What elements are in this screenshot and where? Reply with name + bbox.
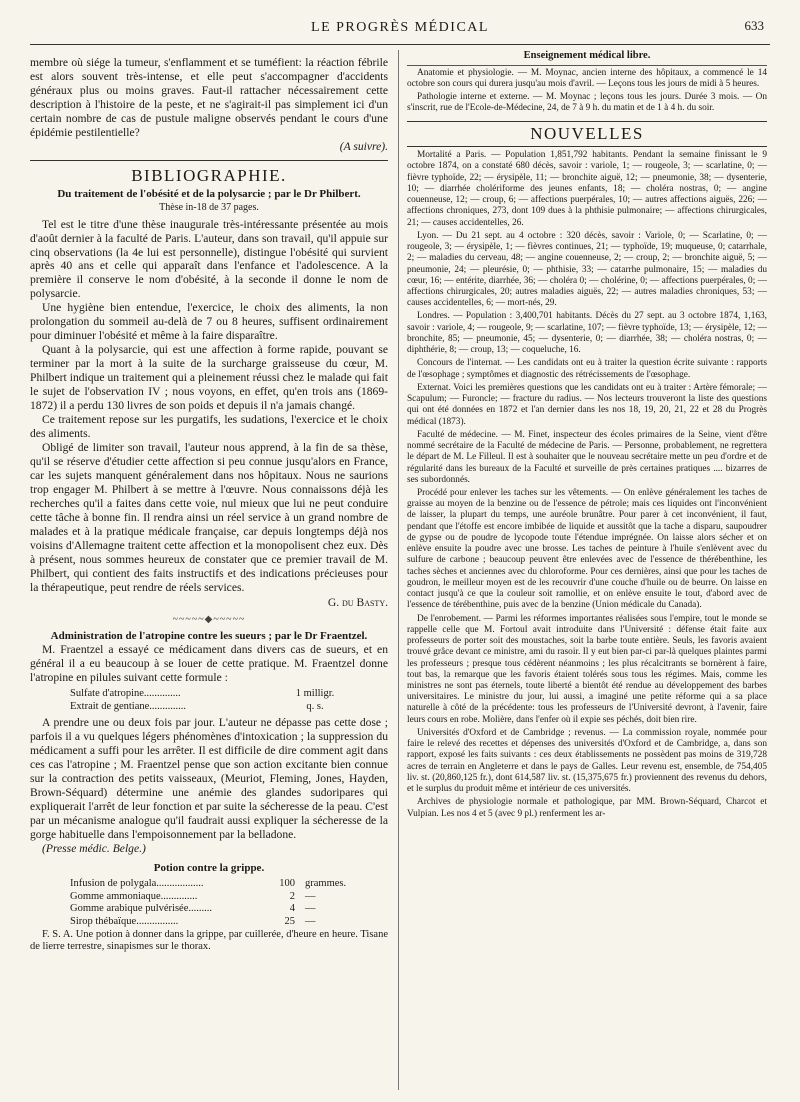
enseignement-heading: Enseignement médical libre. <box>407 50 767 66</box>
formula-row <box>70 688 388 701</box>
potion-dose: 100 <box>279 878 295 890</box>
potion-unit: — <box>305 916 316 928</box>
article-signature: G. du Basty. <box>327 595 388 609</box>
nouvelles-paragraph: Faculté de médecine. — M. Finet, inspecteur des écoles primaires de la Seine, vient d'être nommé secrétaire de la Faculté de médecine de Paris. — Personne, probablement, ne regrettera le départ de M. Le Filleul. Il est à souhaiter que le nouveau secrétaire mette un peu d'ordre et de régularité dans les bureaux de la Faculté et surveille de près certaines pratiques .... bizarres de ses subordonnés. <box>407 429 767 485</box>
nouvelles-paragraph: Londres. — Population : 3,400,701 habitants. Décès du 27 sept. au 3 octobre 1874, 1,163, savoir : variole, 4; — rougeole, 9; — scarlatine, 107; — fièvre typhoïde, 13; — érysipèle, 12; — bronchite, 85; — pneumonie, 45; — dysenterie, 0; — diarrhée, 38; — choléra nostras, 0; — diphthérie, 8; — croup, 13; — coqueluche, 16. <box>407 311 767 356</box>
article-source: (Presse médic. Belge.) <box>42 841 146 855</box>
nouvelles-paragraph: Concours de l'internat. — Les candidats ont eu à traiter la question écrite suivante : rapports de l'œsophage ; symptômes et diagnostic des rétrécissements de l'œsophage. <box>407 358 767 380</box>
article-paragraph: Tel est le titre d'une thèse inaugurale très-intéressante présentée au mois d'août dernier à la faculté de Paris. L'auteur, dans son travail, qu'il appuie sur cinq observations (la 4e lui est personnelle), distingue l'obésité qui survient après 40 ans et celle qui apparaît dans l'enfance et l'adolescence. A la première il conserve le nom d'obésité, à la seconde il donne le nom de polysarcie. <box>30 217 388 301</box>
formula-row <box>70 701 388 714</box>
nouvelles-paragraph: De l'enrobement. — Parmi les réformes importantes réalisées sous l'empire, tout le monde se rappelle celle que M. Fortoul avait introduite dans l'Université : défense était faite aux professeurs de porter soit des moustaches, soit la barbe toute entière. Seuls, les favoris avaient trouvé grâce devant ce ministre, ami du rasoir. Il y eut bien par-ci par-là quelques plaintes parmi les professeurs ; presque tous cédèrent néanmoins ; les plus récalcitrants se bornèrent à faire, tout bas, la remarque que les favoris étaient tolérés sous tous les régimes. Mais, comme les ministres ne sont pas éternels, toute liberté a bientôt été rendue au développement des barbes universitaires. Le ministre du jour, lui aussi, a imaginé une petite réforme qui a sa place naturelle à côté de la précédente: tous les professeurs de l'Université devront, à l'avenir, faire leurs cours en robe. Molière, dans l'enfer où il expie ses péchés, doit bien rire. <box>407 613 767 725</box>
potion-ingredient: Gomme ammoniaque.............. <box>70 890 198 902</box>
article-paragraph: Obligé de limiter son travail, l'auteur nous apprend, à la fin de sa thèse, qu'il se réserve d'étudier cette affection si peu connue jusqu'alors en France, car les sujets manquent généralement dans nos hôpitaux. Nous ne saurions trop engager M. Philbert à se mettre à l'œuvre. Nous connaissons déjà les recherches qu'il a faites dans cette voie, nul mieux que lui ne peut conduire cette tâche à bonne fin. Il rendra ainsi un réel service à un grand nombre de malades et à la pratique médicale française, car depuis longtemps déjà nos voisins d'Allemagne traitent cette affection et la monopolisent chez eux. Dès à présent, nous sommes heureux de constater que ce premier travail de M. Philbert, qui contient des faits instructifs et des indications précieuses pour la thérapeutique, peut rendre de réels services. <box>30 441 388 594</box>
potion-unit: — <box>305 903 316 915</box>
nouvelles-paragraph: Universités d'Oxford et de Cambridge ; revenus. — La commission royale, nommée pour faire le relevé des recettes et dépenses des universités d'Oxford et de Cambridge, a, dans son rapport, exposé les faits suivants : ces deux établissements ne possèdent pas moins de 319,728 acres de terrain en Angleterre et dans le pays de Galles. Leur revenu est, ensemble, de 754,405 liv. st. (20,860,125 fr.), dont 614,587 liv. st. (15,375,675 fr.) proviennent des revenus du dehors, et le surplus du produit même et intérieur de ces universités. <box>407 727 767 795</box>
article-title-obesite: Du traitement de l'obésité et de la polysarcie ; par le Dr Philbert. <box>57 188 361 201</box>
article-paragraph: Ce traitement repose sur les purgatifs, les sudations, l'exercice et le choix des aliments. <box>30 413 388 441</box>
potion-dose: 4 <box>289 903 295 915</box>
continuation-paragraph: membre où siége la tumeur, s'enflamment et se tuméfient: la réaction fébrile est alors souvent très-intense, et elle peut s'accompagner d'accidents généraux plus ou moins graves. Faut-il rattacher nécessairement cette description à l'histoire de la peste, et ne s'agirait-il pas simplement ici d'un certain nombre de cas de pustule maligne observés pendant le cours d'une épidémie pestilentielle? <box>30 56 388 139</box>
potion-title: Potion contre la grippe. <box>153 861 265 874</box>
right-column <box>407 50 767 1090</box>
potion-ingredient: Infusion de polygala.................. <box>70 878 204 890</box>
left-column <box>30 56 388 1086</box>
article-title-atropine: Administration de l'atropine contre les sueurs ; par le Dr Fraentzel. <box>50 629 368 642</box>
potion-row <box>70 891 388 904</box>
article-subtitle-these: Thèse in-18 de 37 pages. <box>159 201 259 213</box>
nouvelles-paragraph: Mortalité a Paris. — Population 1,851,792 habitants. Pendant la semaine finissant le 9 octobre 1874, on a constaté 680 décès, savoir : variole, 1; — rougeole, 3; — scarlatine, 0; — fièvre typhoïde, 22; — érysipèle, 11; — bronchite aiguë, 12; — pneumonie, 38; — dysenterie, 10; — diarrhée cholériforme des jeunes enfants, 18; — choléra nostras, 0; — angine couenneuse, 12; — croup, 6; — affections puerpérales, 10; — autres affections aiguës, 226; — affections chroniques, 273, dont 109 dues à la phthisie pulmonaire; — affections chirurgicales, 21; — causes accidentelles, 26. <box>407 150 767 228</box>
potion-row <box>70 878 388 891</box>
nouvelles-paragraph: Archives de physiologie normale et pathologique, par MM. Brown-Séquard, Charcot et Vulpian. Les nos 4 et 5 (avec 9 pl.) renferment les ar- <box>407 797 767 819</box>
running-title: LE PROGRÈS MÉDICAL <box>311 20 489 35</box>
page-header <box>30 18 770 45</box>
bibliographie-heading: BIBLIOGRAPHIE. <box>30 160 388 186</box>
enseignement-paragraph: Anatomie et physiologie. — M. Moynac, ancien interne des hôpitaux, a commencé le 14 octobre son cours qui durera jusqu'au mois d'avril. — Leçons tous les jours de midi à 5 heures. <box>407 67 767 89</box>
potion-ingredient: Gomme arabique pulvérisée......... <box>70 903 212 915</box>
suivre-note: (A suivre). <box>339 139 388 153</box>
formula-dose: 1 milligr. <box>295 687 335 699</box>
formula-dose: q. s. <box>306 700 324 712</box>
article-paragraph: Quant à la polysarcie, qui est une affection à forme rapide, pouvant se terminer par la mort à la suite de la surcharge graisseuse du cœur, M. Philbert indique un traitement qui a pleinement réussi chez le malade qui fait le sujet de l'observation IV ; nous voyons, en effet, qu'en trois ans (1869-1872) il a perdu 130 livres de son poids et depuis il n'a jamais changé. <box>30 343 388 413</box>
nouvelles-paragraph: Externat. Voici les premières questions que les candidats ont eu à traiter : Artère fémorale; — Scapulum; — Furoncle; — fracture du radius. — Nos lecteurs trouveront la liste des questions qui ont été données en 1872 et l'an dernier dans les nos 18, 19, 20, 21, 22 et 28 du Progrès médical (1873). <box>407 382 767 427</box>
potion-unit: — <box>305 890 316 902</box>
potion-row <box>70 903 388 916</box>
potion-dose: 2 <box>289 890 295 902</box>
enseignement-paragraph: Pathologie interne et externe. — M. Moynac ; leçons tous les jours. Durée 3 mois. — On s'inscrit, rue de l'Ecole-de-Médecine, 24, de 7 à 9 h. du matin et de 1 à 4 h. du soir. <box>407 92 767 114</box>
potion-row <box>70 916 388 929</box>
potion-unit: grammes. <box>305 878 347 890</box>
potion-note: F. S. A. Une potion à donner dans la grippe, par cuillerée, d'heure en heure. Tisane de lierre terrestre, sinapismes sur le thorax. <box>30 928 388 953</box>
article-paragraph: M. Fraentzel a essayé ce médicament dans divers cas de sueurs, et en général il a eu beaucoup à se louer de cette pratique. M. Fraentzel donne l'atropine en pilules suivant cette formule : <box>30 642 388 684</box>
formula-ingredient: Extrait de gentiane.............. <box>70 700 187 712</box>
nouvelles-paragraph: Lyon. — Du 21 sept. au 4 octobre : 320 décès, savoir : Variole, 0; — Scarlatine, 0; — rougeole, 3; — érysipèle, 1; — fièvres continues, 21; — typhoïde, 19; muqueuse, 0; catarrhale, 2; — maladies du cerveau, 48; — angine couenneuse, 2; — croup, 2; — bronchite aiguë, 5; — pneumonie, 24; — pleurésie, 0; — phthisie, 33; — catarrhe pulmonaire, 15; — maladies du cœur, 16; — entérite, diarrhée, 36; — choléra 0; — cholérine, 0; — affections puerpérales, 0; — affections chirurgicales, 20; autres maladies aiguës, 22; — autres maladies chroniques, 53; — causes accidentelles, 6; — mort-nés, 29. <box>407 230 767 309</box>
page-number: 633 <box>744 18 764 33</box>
article-paragraph: A prendre une ou deux fois par jour. L'auteur ne dépasse pas cette dose ; parfois il a vu quelques légers phénomènes d'intoxication ; la suppression du médicament a suffi pour les arrêter. Il est difficile de dire comment agit dans ces cas l'atropine ; M. Fraentzel pense que son action excitante bien connue sur la contraction des petits vaisseaux, (Meuriot, Fleming, Jones, Hayden, Brown-Séquard) détermine une anémie des glandes sudoripares qui expliquerait l'arrêt de leur fonction et par suite la sécheresse de la peau. C'est par un mécanisme analogue qu'il faudrait aussi expliquer la sécheresse de la gorge habituelle dans l'empoisonnement par la belladone. <box>30 716 388 841</box>
nouvelles-paragraph: Procédé pour enlever les taches sur les vêtements. — On enlève généralement les taches de graisse au moyen de la benzine ou de l'essence de pétrole; mais ces liquides ont l'inconvénient de laisser, la plupart du temps, une auréole brunâtre. Pour parer à cet inconvénient, il faut, pendant que l'étoffe est encore imbibée de liquide et aussitôt que la tache a disparu, saupoudrer de gypse ou de poudre de lycopode toute l'étendue imprégnée. On laisse alors sécher et on enlève ensuite la poudre avec une brosse. Les taches de peinture à l'huile s'enlèvent avec du sulfure de carbone ; beaucoup peuvent être enlevées avec de l'essence de thérébenthine, les taches sèches et anciennes avec du chloroforme. Pour ces dernières, ainsi que pour les taches de goudron, le meilleur moyen est de les recouvrir d'une couche d'huile ou de beurre. On laisse en contact jusqu'à ce que la couleur soit ramollie, et on enlève ensuite le tout, d'abord avec de l'essence de térébenthine, puis avec de la benzine (Union médicale du Canada). <box>407 488 767 611</box>
potion-dose: 25 <box>284 916 295 928</box>
prescription-formula <box>70 688 388 713</box>
potion-ingredient: Sirop thébaïque................ <box>70 916 179 928</box>
column-divider <box>398 50 399 1090</box>
formula-ingredient: Sulfate d'atropine.............. <box>70 687 181 699</box>
article-paragraph: Une hygiène bien entendue, l'exercice, le choix des aliments, la non prolongation du sommeil au-delà de 7 ou 8 heures, suffisent ordinairement pour diminuer l'obésité et même à la faire disparaître. <box>30 301 388 343</box>
nouvelles-heading: NOUVELLES <box>407 121 767 148</box>
ornament-divider: ~~~~~◆~~~~~ <box>172 613 246 625</box>
